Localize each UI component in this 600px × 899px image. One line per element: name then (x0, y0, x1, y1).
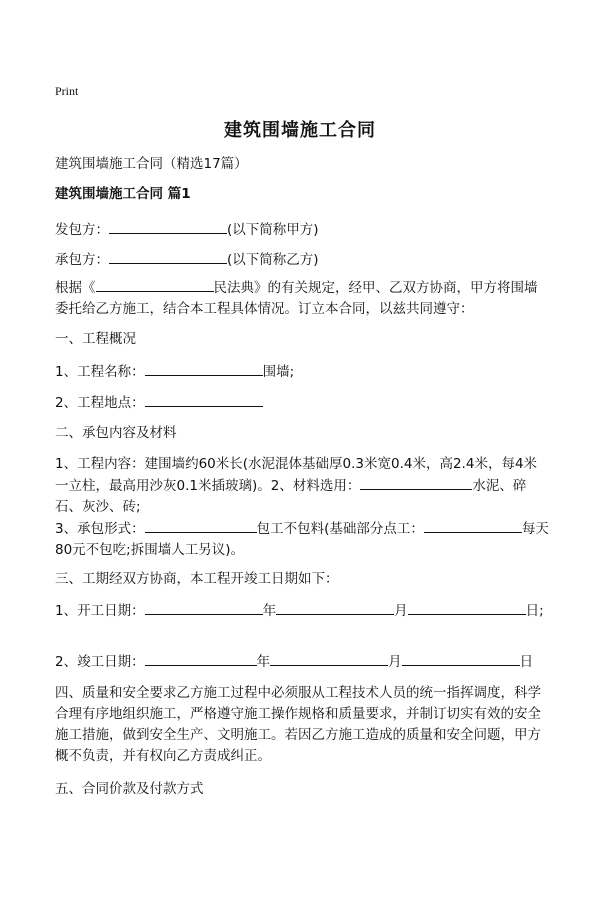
law-name-blank (96, 277, 214, 292)
end-year-blank (145, 651, 257, 666)
party-a-line (55, 219, 319, 239)
end-month-label: 月 (388, 654, 402, 670)
start-year-label: 年 (262, 603, 277, 619)
basis-paragraph (55, 277, 550, 320)
start-day-blank (408, 600, 526, 615)
party-b-blank (109, 249, 227, 264)
contract-form-prefix: 3、承包形式： (55, 521, 145, 537)
contract-form-mid: 包工不包料(基础部分点工： (256, 521, 424, 537)
end-month-blank (270, 651, 388, 666)
section-5-heading: 五、合同价款及付款方式 (55, 781, 204, 797)
contract-form-end: 每天80元不包吃;拆围墙人工另议)。 (55, 521, 549, 558)
project-location-prefix: 2、工程地点： (55, 395, 145, 411)
end-year-label: 年 (256, 654, 271, 670)
start-month-label: 月 (394, 603, 408, 619)
project-name-prefix: 1、工程名称： (55, 364, 145, 380)
end-date-line (55, 651, 533, 671)
document-subtitle: 建筑围墙施工合同（精选17篇） (55, 156, 248, 172)
section-heading: 建筑围墙施工合同 篇1 (55, 186, 191, 202)
party-a-prefix: 发包方： (55, 222, 109, 238)
party-a-blank (109, 219, 227, 234)
contract-form-blank (145, 518, 257, 533)
project-name-line (55, 361, 294, 381)
party-b-line (55, 249, 319, 269)
project-name-suffix: 围墙; (262, 364, 295, 380)
work-content-paragraph (55, 454, 550, 518)
project-name-blank (145, 361, 263, 376)
end-day-label: 日 (519, 654, 534, 670)
work-content-part-1: 1、工程内容：建围墙约60米长(水泥混体基础厚0.3米宽0.4米，高2.4米，每4米一立柱，最高用沙灰0.1米插玻璃)。2、材料选用： (55, 456, 538, 494)
start-year-blank (145, 600, 263, 615)
contract-form-paragraph (55, 518, 550, 561)
party-b-suffix: (以下简称乙方) (227, 252, 319, 268)
material-blank (360, 475, 472, 490)
party-b-prefix: 承包方： (55, 252, 109, 268)
start-date-line (55, 600, 550, 622)
start-date-prefix: 1、开工日期： (55, 603, 145, 619)
work-content-part-2: 水泥、碎石、灰沙、砖; (55, 478, 527, 515)
basis-part-1: 根据《 (55, 280, 96, 296)
start-month-blank (276, 600, 394, 615)
section-1-heading: 一、工程概况 (55, 331, 136, 347)
document-title: 建筑围墙施工合同 (224, 120, 376, 141)
project-location-line (55, 392, 263, 412)
party-a-suffix: (以下简称甲方) (227, 222, 319, 238)
section-2-heading: 二、承包内容及材料 (55, 425, 177, 441)
end-day-blank (402, 651, 520, 666)
section-4-paragraph: 四、质量和安全要求乙方施工过程中必须服从工程技术人员的统一指挥调度，科学合理有序地组织施工，严格遵守施工操作规格和质量要求，并制订切实有效的安全施工措施，做到安全生产、文明施工。若因乙方施工造成的质量和安全问题，甲方概不负责，并有权向乙方责成纠正。 (55, 685, 541, 764)
day-labor-blank (424, 518, 522, 533)
start-day-label: 日; (525, 603, 544, 619)
end-date-prefix: 2、竣工日期： (55, 654, 145, 670)
section-3-heading: 三、工期经双方协商，本工程开竣工日期如下： (55, 571, 339, 587)
basis-part-2: 民法典》的有关规定，经甲、乙双方协商，甲方将围墙委托给乙方施工，结合本工程具体情况。订立本合同，以兹共同遵守： (55, 280, 538, 317)
print-label: Print (55, 84, 79, 98)
project-location-blank (145, 392, 263, 407)
